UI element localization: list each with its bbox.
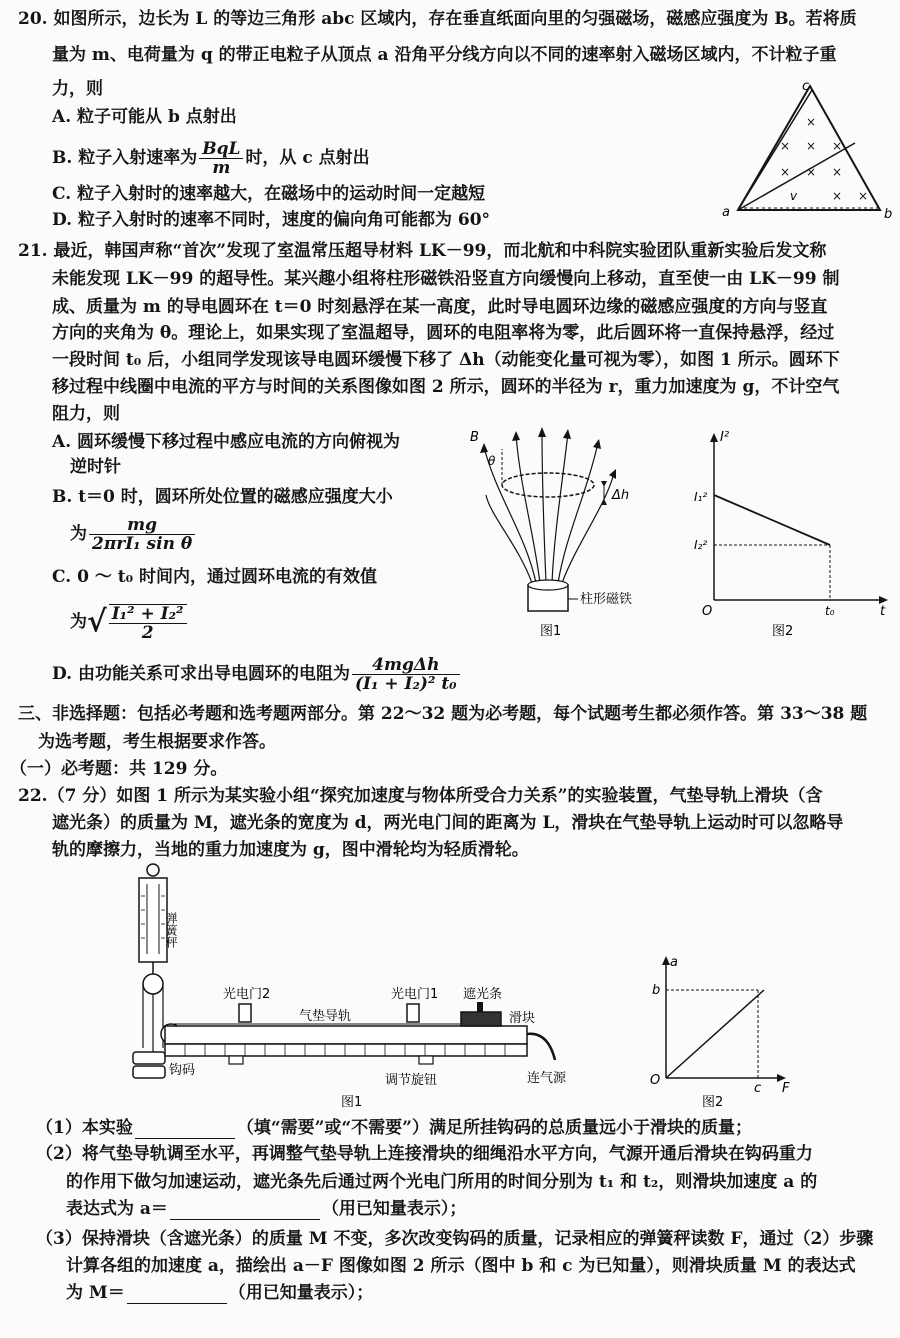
origin-O-label: O [650,1073,661,1088]
air-track [165,1026,527,1044]
air-label: 连气源 [527,1071,567,1086]
a-axis-label: a [670,955,678,970]
hook-weight-2 [133,1066,165,1078]
slider-block [461,1012,501,1026]
spring-scale [139,878,167,962]
scale-label: 弹簧秤 [164,912,178,948]
i2-squared-label: I₂² [694,538,708,552]
adjust-knob-2 [419,1056,433,1064]
q21-line-2: 未能发现 LK－99 的超导性。某兴趣小组将柱形磁铁沿竖直方向缓慢向上移动，直至使一由 LK－99 制 [52,269,840,289]
q21-option-b-line-2: 为 $\frac{mg}{\text{2πrI₁ sin θ}}$ [70,514,197,554]
section3-line-2: 为选考题，考生根据要求作答。 [38,732,276,752]
q21-option-c-line-1: C. 0 ～ t₀ 时间内，通过圆环电流的有效值 [52,567,377,587]
q20-option-c: C. 粒子入射时的速率越大，在磁场中的运动时间一定越短 [52,184,486,204]
light-shield [477,1002,483,1012]
fig1-caption: 图1 [540,624,562,639]
answer-blank-2[interactable] [170,1203,320,1220]
field-lines [484,431,614,583]
q20-option-d: D. 粒子入射时的速率不同时，速度的偏向角可能都为 60° [52,210,491,230]
a-F-line [666,990,764,1078]
shade-label: 遮光条 [463,987,503,1002]
q22-sub2-line-1: （2）将气垫导轨调至水平，再调整气垫导轨上连接滑块的细绳沿水平方向，气源开通后滑块在钩码重力 [36,1144,813,1164]
svg-text:×: × [780,165,791,179]
q21-line-4: 方向的夹角为 θ。理论上，如果实现了室温超导，圆环的电阻率将为零，此后圆环将一直保持悬浮，经过 [52,323,835,343]
knob-label: 调节旋钮 [385,1073,438,1088]
q20-option-a: A. 粒子可能从 b 点射出 [52,107,237,127]
label-magnet: 柱形磁铁 [580,592,633,607]
q20-line-3: 力，则 [52,79,103,99]
label-delta-h: Δh [612,488,630,503]
q20-line-2: 量为 m、电荷量为 q 的带正电粒子从顶点 a 沿角平分线方向以不同的速率射入磁场区域内，不计粒子重 [52,45,837,65]
c-label: c [754,1081,762,1096]
y-axis-label: I² [720,430,730,445]
svg-text:×: × [832,165,843,179]
q21-line-1: 21. 最近，韩国声称“首次”发现了室温常压超导材料 LK－99，而北航和中科院实验团队重新实验后发文称 [18,241,827,261]
answer-blank-1[interactable] [135,1122,235,1139]
q22-fig2-caption: 图2 [702,1095,724,1110]
i2-decay-line [714,495,830,545]
svg-text:×: × [832,139,843,153]
vertex-c-label: c [802,79,810,94]
q20-triangle-figure [720,78,895,220]
q22-figure-2 [640,952,800,1110]
q22-fig1-caption: 图1 [341,1095,363,1110]
q22-sub3-line-3: 为 M＝ （用已知量表示）； [66,1283,374,1303]
vertex-b-label: b [884,207,893,220]
q22-sub1: （1）本实验 （填“需要”或“不需要”）满足所挂钩码的总质量远小于滑块的质量； [36,1118,752,1138]
q21-figure-1 [456,425,686,640]
fig2-caption: 图2 [772,624,794,639]
q22-sub2-line-3: 表达式为 a＝ （用已知量表示）； [66,1199,467,1219]
b-label: b [652,983,661,998]
label-B: B [470,430,479,445]
svg-text:×: × [806,165,817,179]
t-axis-label: t [880,604,886,619]
q22-sub3-line-2: 计算各组的加速度 a，描绘出 a－F 图像如图 2 所示（图中 b 和 c 为已知量），则滑块质量 M 的表达式 [66,1256,856,1276]
photogate-2 [239,1004,251,1022]
q22-line-3: 轨的摩擦力，当地的重力加速度为 g，图中滑轮均为轻质滑轮。 [52,840,529,860]
q21-option-a-line-2: 逆时针 [70,457,121,477]
svg-text:×: × [780,139,791,153]
q20-line-1: 20. 如图所示，边长为 L 的等边三角形 abc 区域内，存在垂直纸面向里的匀强磁场，磁感应强度为 B。若将质 [18,9,857,29]
label-theta: θ [488,454,496,468]
photogate-1 [407,1004,419,1022]
q21-option-d: D. 由功能关系可求出导电圆环的电阻为 $\frac{\text{4mgΔh}}{\text{(I₁ + I₂)² t₀}}$ [52,654,462,694]
svg-text:×: × [832,189,843,203]
q21-line-3: 成、质量为 m 的导电圆环在 t＝0 时刻悬浮在某一高度，此时导电圆环边缘的磁感应强度的方向与竖直 [52,297,828,317]
hook-weight-1 [133,1052,165,1064]
F-axis-label: F [782,1081,790,1096]
slider-label: 滑块 [509,1011,536,1026]
svg-text:×: × [806,115,817,129]
gate2-label: 光电门2 [223,987,271,1002]
origin-label: O [702,604,713,619]
weight-label: 钩码 [169,1063,196,1078]
section3-line-1: 三、非选择题：包括必考题和选考题两部分。第 22～32 题为必考题，每个试题考生都必须作答。第 33～38 题 [18,704,868,724]
q21-option-c-line-2: 为√ $\frac{\text{I₁² + I₂²}}{2}$ [70,600,189,645]
i2-chart-plot [714,495,830,600]
movable-pulley [143,974,163,994]
adjust-knob-1 [229,1056,243,1064]
q22-sub3-line-1: （3）保持滑块（含遮光条）的质量 M 不变，多次改变钩码的质量，记录相应的弹簧秤读数 F，通过（2）步骤 [36,1229,874,1249]
q21-option-a-line-1: A. 圆环缓慢下移过程中感应电流的方向俯视为 [52,432,401,452]
q20-option-b: B. 粒子入射速率为 $\frac{\text{BqL}}{m}$ 时，从 c 点射出 [52,139,370,178]
q22-line-2: 遮光条）的质量为 M，遮光条的宽度为 d，两光电门间的距离为 L，滑块在气垫导轨上运动时可以忽略导 [52,813,844,833]
i1-squared-label: I₁² [694,490,708,504]
svg-text:×: × [806,139,817,153]
rail-label: 气垫导轨 [299,1009,352,1024]
gate1-label: 光电门1 [391,987,439,1002]
ring [502,473,594,497]
answer-blank-3[interactable] [127,1287,227,1304]
trajectory-line [738,90,812,210]
air-hose [527,1034,555,1060]
section3-line-3: （一）必考题：共 129 分。 [10,759,228,779]
q22-line-1: 22.（7 分）如图 1 所示为某实验小组“探究加速度与物体所受合力关系”的实验装置，气垫导轨上滑块（含 [18,786,823,806]
velocity-label: v [790,189,798,203]
q21-option-b-line-1: B. t＝0 时，圆环所处位置的磁感应强度大小 [52,487,393,507]
q22-figure-1 [115,862,590,1112]
q21-figure-2 [690,425,895,640]
vertex-a-label: a [722,205,730,220]
q22-sub2-line-2: 的作用下做匀加速运动，遮光条先后通过两个光电门所用的时间分别为 t₁ 和 t₂，则滑块加速度 a 的 [66,1172,818,1192]
t0-label: t₀ [825,604,835,618]
q21-line-6: 移过程中线圈中电流的平方与时间的关系图像如图 2 所示，圆环的半径为 r，重力加速度为 g，不计空气 [52,377,840,397]
q21-line-5: 一段时间 t₀ 后，小组同学发现该导电圆环缓慢下移了 Δh（动能变化量可视为零），如图 1 所示。圆环下 [52,350,840,370]
svg-text:×: × [858,189,869,203]
q21-line-7: 阻力，则 [52,404,120,424]
